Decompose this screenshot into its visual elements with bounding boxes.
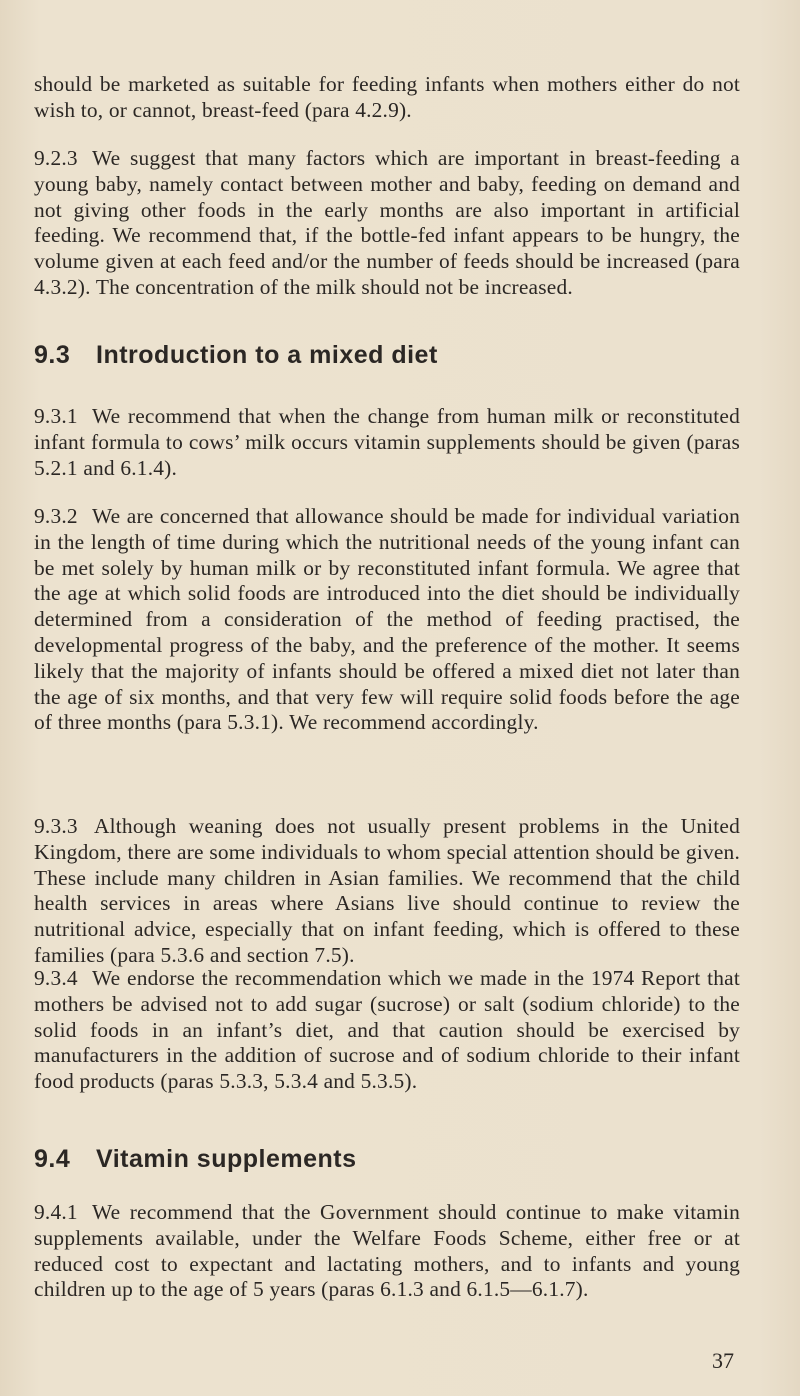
paragraph-number: 9.3.1: [34, 404, 78, 428]
paragraph-9-3-3: [34, 814, 740, 969]
paragraph-text: We suggest that many factors which are important in breast-feeding a young baby, namely contact between mother and baby, feeding on demand and not giving other foods in the early months are also important in artificial feeding. We recommend that, if the bottle-fed infant appears to be hungry, the volume given at each feed and/or the number of feeds should be increased (para 4.3.2). The concentration of the milk should not be increased.: [34, 146, 740, 299]
paragraph-number: 9.3.3: [34, 814, 78, 838]
paragraph-text: We recommend that when the change from human milk or reconstituted infant formula to cows’ milk occurs vitamin supplements should be given (paras 5.2.1 and 6.1.4).: [34, 404, 740, 480]
paragraph-9-3-1: [34, 404, 740, 481]
paragraph-number: 9.3.2: [34, 504, 78, 528]
section-number: 9.3: [34, 341, 71, 369]
continuation-paragraph: [34, 72, 740, 124]
continuation-text: should be marketed as suitable for feeding infants when mothers either do not wish to, or cannot, breast-feed (para 4.2.9).: [34, 72, 740, 122]
section-number: 9.4: [34, 1145, 71, 1173]
section-heading-9-3: [34, 340, 438, 370]
paragraph-9-2-3: [34, 146, 740, 301]
paragraph-text: Although weaning does not usually present problems in the United Kingdom, there are some individuals to whom special attention should be given. These include many children in Asian families. We recommend that the child health services in areas where Asians live should continue to review the nutritional advice, especially that on infant feeding, which is offered to these families (para 5.3.6 and section 7.5).: [34, 814, 740, 967]
section-title: Introduction to a mixed diet: [96, 341, 438, 369]
paragraph-text: We are concerned that allowance should be made for individual variation in the length of time during which the nutritional needs of the young infant can be met solely by human milk or by reconstituted infant formula. We agree that the age at which solid foods are introduced into the diet should be individually determined from a consideration of the method of feeding practised, the developmental progress of the baby, and the preference of the mother. It seems likely that the majority of infants should be offered a mixed diet not later than the age of six months, and that very few will require solid foods before the age of three months (para 5.3.1). We recommend accordingly.: [34, 504, 740, 735]
section-title: Vitamin supplements: [96, 1145, 357, 1173]
paragraph-number: 9.4.1: [34, 1200, 78, 1224]
page-number: 37: [712, 1348, 734, 1373]
section-heading-9-4: [34, 1144, 357, 1174]
paragraph-9-4-1: [34, 1200, 740, 1303]
paragraph-number: 9.3.4: [34, 966, 78, 990]
paragraph-9-3-4: [34, 966, 740, 1095]
paragraph-text: We recommend that the Government should continue to make vitamin supplements available, under the Welfare Foods Scheme, either free or at reduced cost to expectant and lactating mothers, and to infants and young children up to the age of 5 years (paras 6.1.3 and 6.1.5—6.1.7).: [34, 1200, 740, 1302]
paragraph-text: We endorse the recommendation which we made in the 1974 Report that mothers be advised not to add sugar (sucrose) or salt (sodium chloride) to the solid foods in an infant’s diet, and that caution should be exercised by manufacturers in the addition of sucrose and of sodium chloride to their infant food products (paras 5.3.3, 5.3.4 and 5.3.5).: [34, 966, 740, 1094]
paragraph-number: 9.2.3: [34, 146, 78, 170]
paragraph-9-3-2: [34, 504, 740, 736]
